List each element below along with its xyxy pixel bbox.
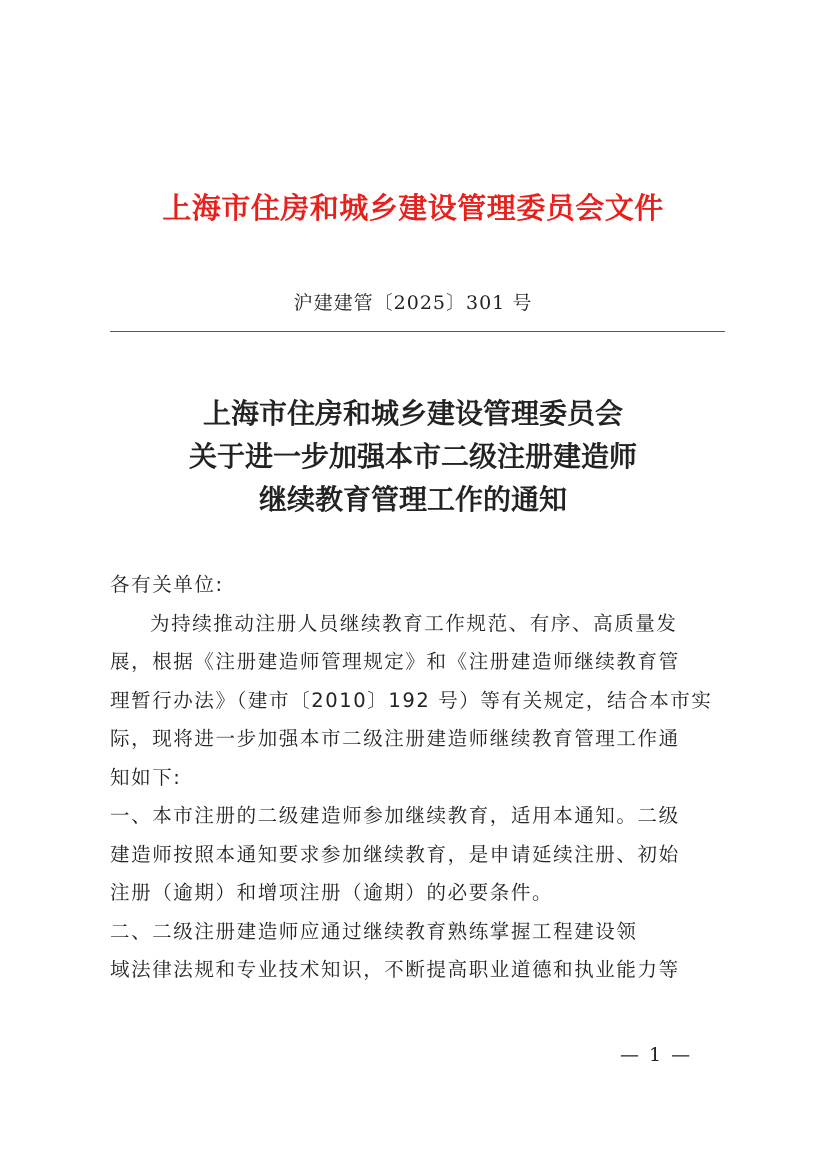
title-line: 继续教育管理工作的通知 [258, 483, 567, 516]
body-line: 理暂行办法》（建市〔2010〕192 号）等有关规定，结合本市实 [110, 688, 713, 712]
notice-title [0, 392, 826, 521]
body-line: 展，根据《注册建造师管理规定》和《注册建造师继续教育管 [110, 650, 680, 673]
body-line: 为持续推动注册人员继续教育工作规范、有序、高质量发 [150, 611, 678, 635]
document-number: 沪建建管〔2025〕301 号 [293, 292, 533, 314]
salutation: 各有关单位: [110, 573, 224, 596]
body-line: 知如下: [110, 765, 182, 789]
title-line: 关于进一步加强本市二级注册建造师 [188, 440, 637, 473]
page-number: — 1 — [620, 1044, 693, 1066]
body-line: 际，现将进一步加强本市二级注册建造师继续教育管理工作通 [110, 727, 680, 750]
body-line: 二、二级注册建造师应通过继续教育熟练掌握工程建设领 [110, 919, 638, 943]
body-line: 一、本市注册的二级建造师参加继续教育，适用本通知。二级 [110, 804, 680, 827]
notice-body [110, 566, 730, 990]
red-divider-line [110, 331, 725, 332]
masthead-title: 上海市住房和城乡建设管理委员会文件 [162, 191, 664, 225]
body-line: 注册（逾期）和增项注册（逾期）的必要条件。 [110, 881, 554, 904]
title-line: 上海市住房和城乡建设管理委员会 [202, 397, 623, 430]
body-line: 域法律法规和专业技术知识，不断提高职业道德和执业能力等 [110, 958, 680, 981]
body-line: 建造师按照本通知要求参加继续教育，是申请延续注册、初始 [110, 842, 680, 866]
